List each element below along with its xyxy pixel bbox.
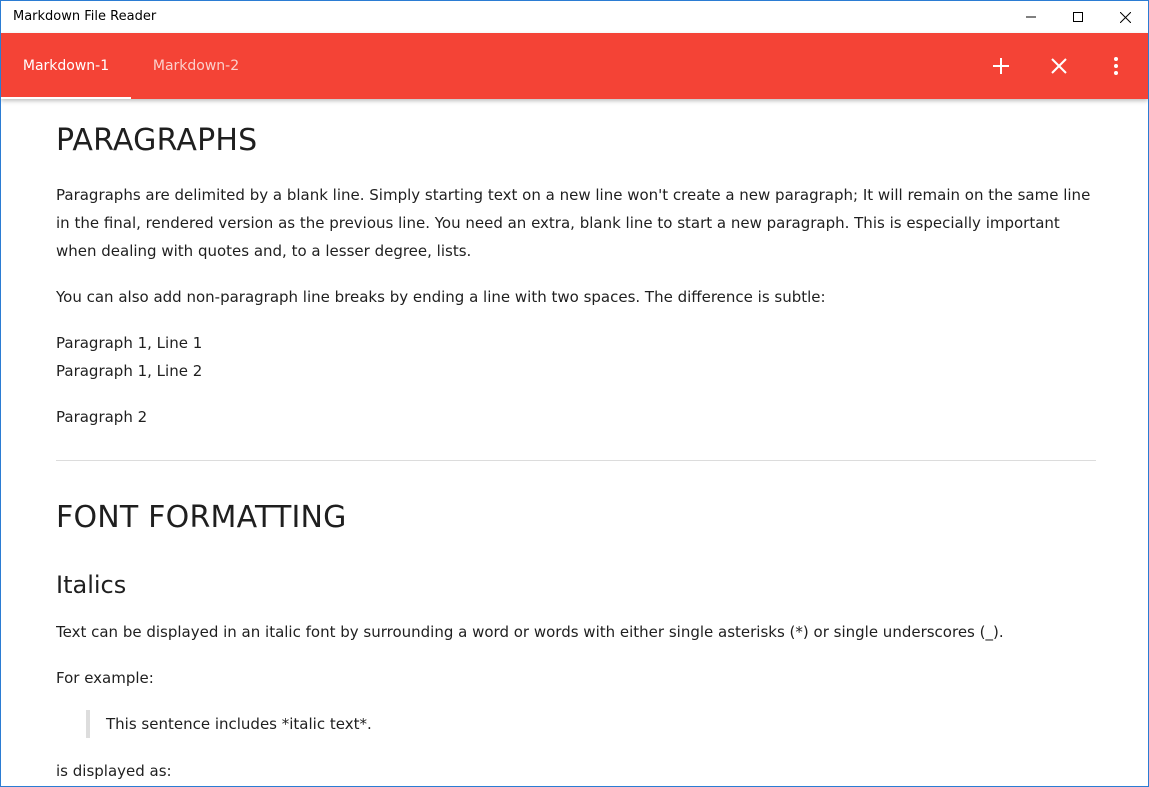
plus-icon (992, 57, 1010, 75)
paragraph-1-line-2: Paragraph 1, Line 2 (56, 362, 203, 380)
more-options-button[interactable] (1092, 42, 1140, 90)
tab-label: Markdown-1 (22, 58, 110, 74)
app-bar (1, 33, 1148, 99)
add-tab-button[interactable] (977, 42, 1025, 90)
paragraph-delimiting: Paragraphs are delimited by a blank line. Simply starting text on a new line won't create a new paragraph; It will remain on the same line in the final, rendered version as the previous line. You need an extra, blank line to start a new paragraph. This is especially important when dealing with quotes and, to a lesser degree, lists. (56, 186, 1091, 260)
window-title: Markdown File Reader (13, 9, 157, 24)
minimize-button[interactable] (1008, 1, 1054, 33)
paragraph-displayed-as: is displayed as: (56, 762, 172, 780)
maximize-icon (1073, 12, 1083, 22)
close-icon (1120, 12, 1131, 23)
minimize-icon (1026, 12, 1036, 22)
tab-markdown-1[interactable] (1, 33, 131, 99)
heading-font-formatting: FONT FORMATTING (56, 500, 347, 535)
more-vertical-icon (1113, 57, 1119, 75)
horizontal-rule (56, 460, 1096, 461)
paragraph-2: Paragraph 2 (56, 408, 148, 426)
maximize-button[interactable] (1055, 1, 1101, 33)
close-tab-button[interactable] (1035, 42, 1083, 90)
paragraph-italics-description: Text can be displayed in an italic font by surrounding a word or words with either single asterisks (*) or single underscores (_). (56, 623, 1004, 641)
paragraph-line-breaks: You can also add non-paragraph line breaks by ending a line with two spaces. The difference is subtle: (56, 288, 826, 306)
blockquote-example: This sentence includes *italic text*. (86, 710, 372, 738)
markdown-content[interactable] (56, 99, 1096, 787)
paragraph-for-example: For example: (56, 669, 154, 687)
title-bar (1, 1, 1148, 33)
heading-italics: Italics (56, 571, 127, 599)
tab-label: Markdown-2 (152, 58, 240, 74)
close-icon (1051, 58, 1067, 74)
tab-markdown-2[interactable] (131, 33, 261, 99)
heading-paragraphs: PARAGRAPHS (56, 123, 258, 158)
paragraph-1-line-1: Paragraph 1, Line 1 (56, 334, 203, 352)
close-window-button[interactable] (1102, 1, 1148, 33)
